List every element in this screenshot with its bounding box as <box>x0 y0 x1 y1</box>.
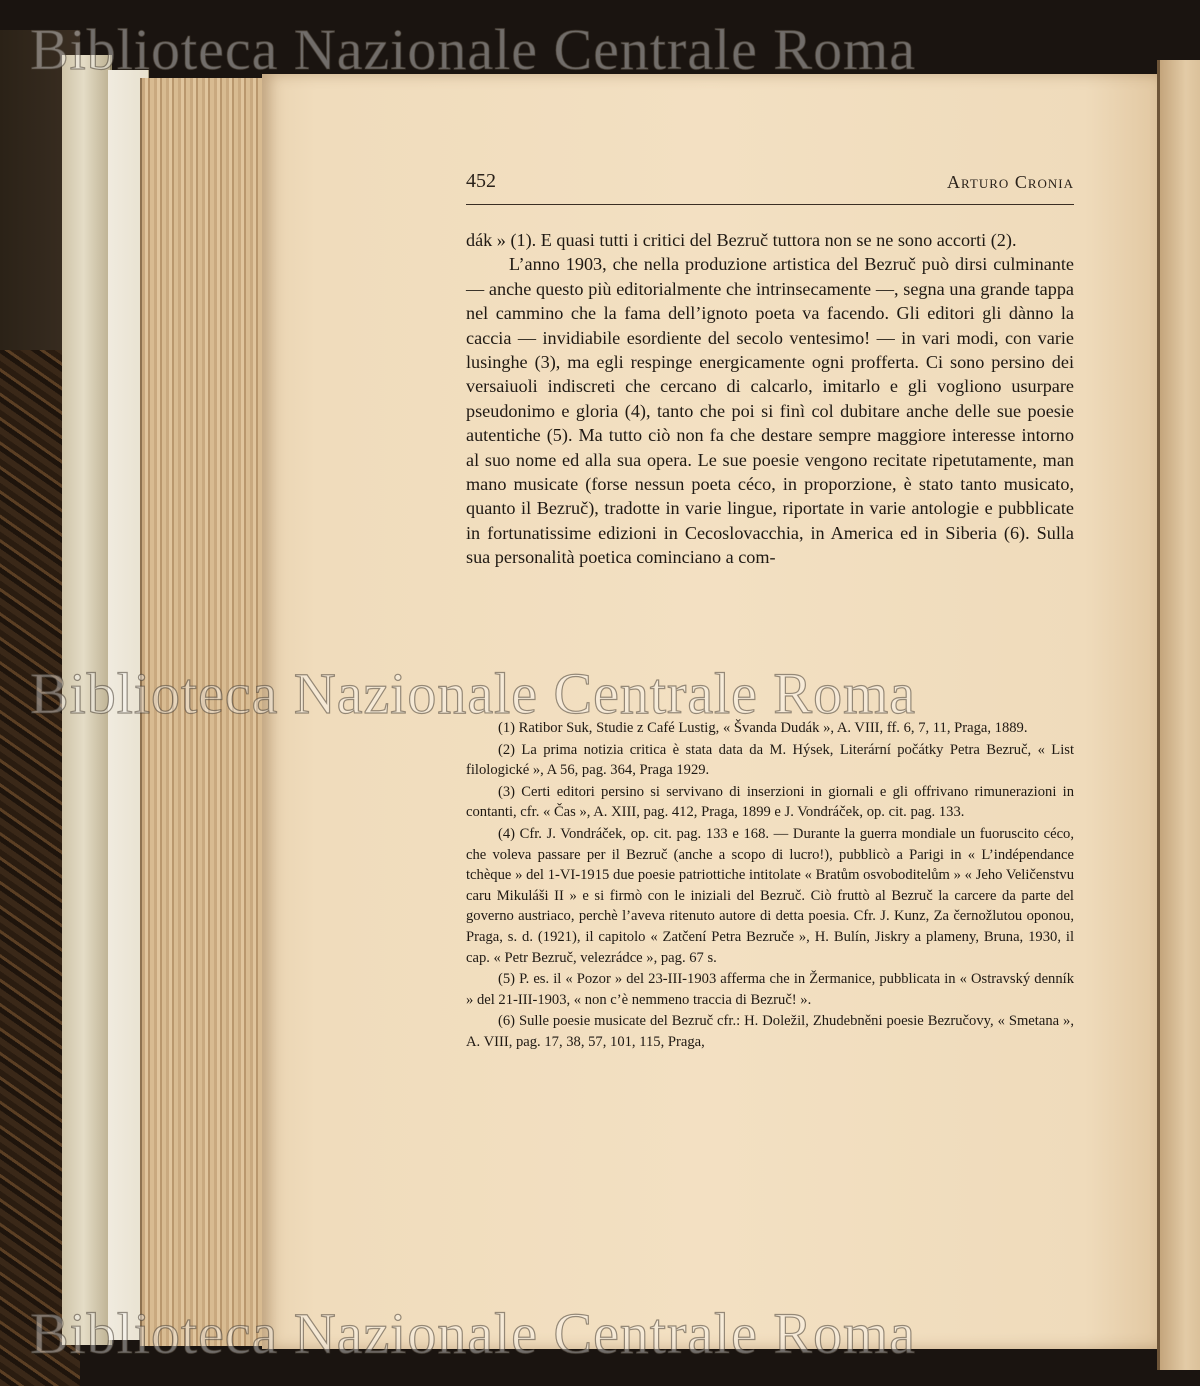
paragraph-2: L’anno 1903, che nella produzione artistica del Bezruč può dirsi culminante — anche questo più editorialmente che intrinsecamente —, segna una grande tappa nel cammino che la fama dell’ignoto poeta va facendo. Gli editori gli dànno la caccia — invidiabile esordiente del secolo ventesimo! — in vari modi, con varie lusinghe (3), ma egli respinge energicamente ogni profferta. Ci sono persino dei versaiuoli indiscreti che cercano di calcarlo, imitarlo e gli vogliono usurpare pseudonimo e gloria (4), tanto che poi si finì col dubitare anche delle sue poesie autentiche (5). Ma tutto ciò non fa che destare sempre maggiore interesse intorno al suo nome ed alla sua opera. Le sue poesie vengono recitate ripetutamente, man mano musicate (forse nessun poeta céco, in proporzione, è stato tanto musicato, quanto il Bezruč), tradotte in varie lingue, riportate in varie antologie e pubblicate in fortunatissime edizioni in Cecoslovacchia, in America ed in Siberia (6). Sulla sua personalità poetica cominciano a com- <box>466 254 1074 568</box>
library-watermark-middle: Biblioteca Nazionale Centrale Roma <box>30 661 916 726</box>
page-number: 452 <box>466 170 496 192</box>
running-head-author: Arturo Cronia <box>947 172 1074 192</box>
footnote-6: (6) Sulle poesie musicate del Bezruč cfr.: H. Doležil, Zhudebněni poesie Bezručovy, « Smetana », A. VIII, pag. 17, 38, 57, 101, 115, Praga, <box>466 1013 1074 1050</box>
running-head <box>466 170 1074 205</box>
library-watermark-bottom: Biblioteca Nazionale Centrale Roma <box>30 1301 916 1366</box>
footnote-1: (1) Ratibor Suk, Studie z Café Lustig, « Švanda Dudák », A. VIII, ff. 6, 7, 11, Praga, 1889. <box>498 720 1028 736</box>
footnote-5: (5) P. es. il « Pozor » del 23-III-1903 afferma che in Žermanice, pubblicata in « Ostravský denník » del 21-III-1903, « non c’è nemmeno traccia di Bezruč! ». <box>466 971 1074 1008</box>
footnote-4: (4) Cfr. J. Vondráček, op. cit. pag. 133 e 168. — Durante la guerra mondiale un fuoruscito céco, che voleva passare per il Bezruč (anche a scopo di lucro!), pubblicò a Parigi in « L’indépendance tchèque » del 1-VI-1915 due poesie patriottiche intitolate « Bratům osvoboditelům » « Jeho Veličenstvu caru Mikuláši II » e si firmò con le iniziali del Bezruč. Ciò fruttò al Bezruč la carcere da parte del governo austriaco, perchè l’aveva ritenuto autore di detta poesia. Cfr. J. Kunz, Za černožlutou oponou, Praga, s. d. (1921), il capitolo « Zatčení Petra Bezruče », H. Bulín, Jiskry a plameny, Bruna, 1930, il cap. « Petr Bezruč, velezrádce », pag. 67 s. <box>466 825 1074 966</box>
footnote-3: (3) Certi editori persino si servivano di inserzioni in giornali e gli offrivano rimunerazioni in contanti, cfr. « Čas », A. XIII, pag. 412, Praga, 1899 e J. Vondráček, op. cit. pag. 133. <box>466 783 1074 821</box>
paragraph-1: dák » (1). E quasi tutti i critici del Bezruč tuttora non se ne sono accorti (2). <box>466 230 1017 250</box>
main-text <box>466 228 1074 570</box>
library-watermark-top: Biblioteca Nazionale Centrale Roma <box>30 17 916 82</box>
footnote-2: (2) La prima notizia critica è stata data da M. Hýsek, Literární počátky Petra Bezruč, « List filologické », A 56, pag. 364, Praga 1929. <box>466 741 1074 779</box>
footnotes <box>466 718 1074 1054</box>
